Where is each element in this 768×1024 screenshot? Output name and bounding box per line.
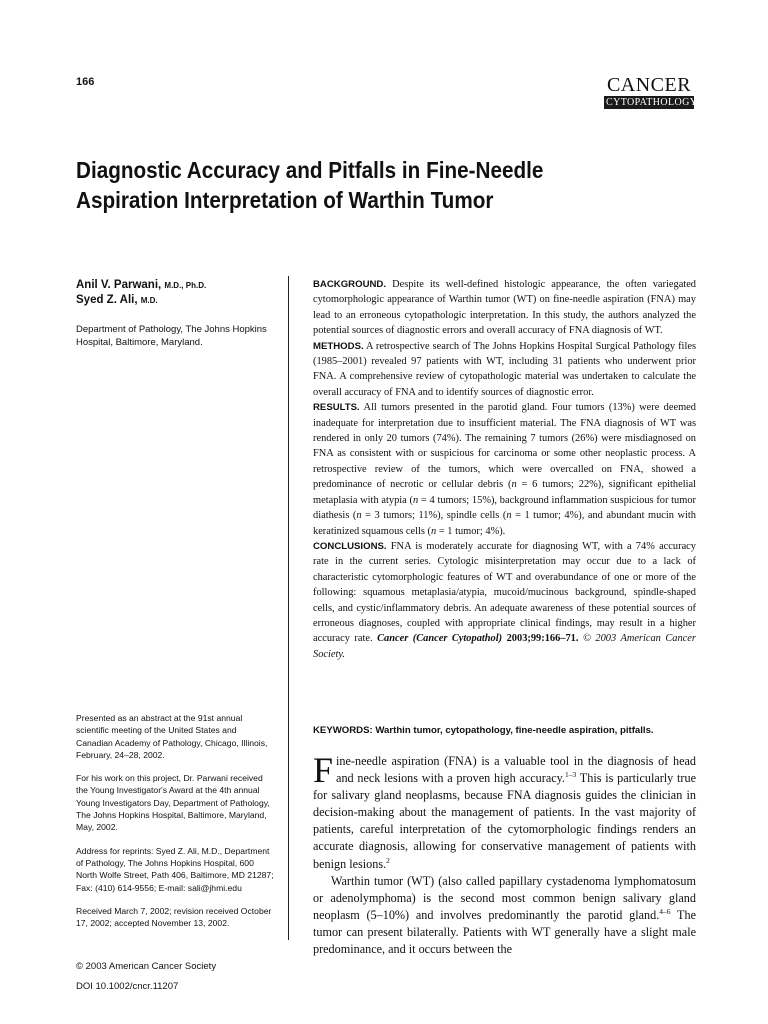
citation-volume: 2003;99:166–71. (506, 633, 579, 645)
body-text-run: This is particularly true for salivary gland neoplasms, because FNA diagnosis guides the clinician in decision-making about the management of patients. In the vast majority of patients, careful interpretation of the cytomorphologic findings renders an accurate diagnosis, allowing for conservative management of patients with benign lesions. (313, 771, 696, 871)
author-name: Anil V. Parwani, (76, 279, 162, 291)
abstract-text: All tumors presented in the parotid gland. Four tumors (13%) were deemed inadequate for interpretation due to insufficient material. The FNA diagnosis of WT was rendered in only 20 tumors (74%). The remaining 7 tumors (26%) were misdiagnosed on FNA as consistent with or suspicious for carcinoma or some other neoplastic process. A retrospective review of the tumors, which were overcalled on FNA, showed a predominance of necrotic or cellular debris ( (313, 402, 696, 491)
drop-cap: F (313, 750, 334, 790)
reference-superscript: 1–3 (564, 770, 577, 780)
footer-copyright: © 2003 American Cancer Society (76, 961, 217, 972)
article-title: Diagnostic Accuracy and Pitfalls in Fine-Needle Aspiration Interpretation of Warthin Tumor (76, 157, 544, 213)
abstract-text: FNA is moderately accurate for diagnosing WT, with a 74% accuracy rate in the current series. Cytologic misinterpretation may occur due to a lack of characteristic cytomorphologic features of WT and overabundance of one or more of the following: squamous metaplasia/atypia, mucoid/mucinous background, spindle-shaped cells, and cystic/inflammatory debris. An adequate awareness of these potential sources of erroneous diagnoses, coupled with appropriate clinical findings, may result in a higher accuracy rate. (313, 540, 696, 645)
footer-doi: DOI 10.1002/cncr.11207 (76, 981, 179, 992)
affiliation: Department of Pathology, The Johns Hopkins Hospital, Baltimore, Maryland. (76, 324, 267, 348)
author (76, 278, 296, 293)
reference-superscript: 2 (386, 855, 390, 865)
journal-logo (604, 74, 698, 109)
author-list (76, 278, 296, 308)
body-text-run: The tumor can present bilaterally. Patients with WT generally have a slight male predominance, and it occurs between the (313, 907, 696, 957)
n-symbol: n (506, 510, 512, 522)
abstract-text: = 1 tumor; 4%), and abundant mucin with keratinized squamous cells ( (313, 510, 696, 537)
n-symbol: n (511, 479, 517, 491)
abstract-text: = 6 tumors; 22%), significant epithelial metaplasia with atypia ( (313, 479, 696, 506)
note-award: For his work on this project, Dr. Parwani received the Young Investigator's Award at the 4th annual Young Investigators Day, Department of Pathology, The Johns Hopkins Hospital, Baltimore, Maryland, May, 2002. (76, 773, 270, 833)
journal-name: CANCER (606, 74, 692, 96)
note-reprints-address: Address for reprints: Syed Z. Ali, M.D., Department of Pathology, The Johns Hopkins Hospital, 600 North Wolfe Street, Path 406, Baltimore, MD 21287; Fax: (410) 614-9556; E-mail: sali@jhmi.edu (76, 845, 274, 893)
abstract-background (313, 277, 696, 339)
column-divider (288, 276, 289, 940)
abstract-text: A retrospective search of The Johns Hopkins Hospital Surgical Pathology files (1985–2001) revealed 97 patients with WT, including 31 patients who underwent prior FNA. A comprehensive review of cytopathologic material was undertaken to calculate the overall accuracy of FNA and to identify sources of diagnostic error. (313, 340, 696, 398)
citation-journal: Cancer (Cancer Cytopathol) (377, 633, 503, 645)
abstract-text: Despite its well-defined histologic appearance, the often variegated cytomorphologic appearance of Warthin tumor (WT) on fine-needle aspiration (FNA) may lead to an erroneous cytopathologic interpretation. In this study, the authors analyzed the potential sources of diagnostic errors and overall accuracy of FNA diagnosis of WT. (313, 279, 696, 337)
body-paragraph (313, 873, 696, 958)
abstract-text: = 3 tumors; 11%), spindle cells ( (361, 510, 507, 522)
abstract-heading: CONCLUSIONS. (313, 540, 387, 552)
body-text-run: Warthin tumor (WT) (also called papillary cystadenoma lymphomatosum or adenolymphoma) is the second most common benign salivary gland neoplasm (5–10%) and involves predominantly the parotid gland. (313, 873, 696, 922)
n-symbol: n (431, 525, 437, 537)
journal-subtitle: CYTOPATHOLOGY (606, 97, 698, 108)
abstract-text: = 4 tumors; 15%), background inflammation suspicious for tumor diathesis ( (313, 494, 696, 522)
abstract-conclusions (313, 539, 696, 662)
abstract-text: = 1 tumor; 4%). (436, 525, 506, 537)
body-paragraph (313, 750, 696, 873)
n-symbol: n (356, 510, 362, 522)
abstract-heading: BACKGROUND. (313, 279, 387, 290)
abstract-heading: RESULTS. (313, 402, 360, 414)
n-symbol: n (412, 494, 419, 506)
article-notes (76, 712, 274, 940)
author-degree: M.D., Ph.D. (164, 281, 207, 290)
reference-superscript: 4–6 (659, 906, 671, 916)
body-text (313, 750, 696, 958)
body-text-run: ine-needle aspiration (FNA) is a valuable tool in the diagnosis of head and neck lesions with a proven high accuracy. (336, 754, 696, 786)
abstract-heading: METHODS. (313, 340, 364, 352)
author-degree: M.D. (140, 296, 158, 305)
abstract-results (313, 400, 696, 539)
note-received-dates: Received March 7, 2002; revision received October 17, 2002; accepted November 13, 2002. (76, 905, 272, 929)
abstract (313, 277, 696, 662)
keywords: KEYWORDS: Warthin tumor, cytopathology, fine-needle aspiration, pitfalls. (313, 725, 654, 736)
note-presented: Presented as an abstract at the 91st annual scientific meeting of the United States and Canadian Academy of Pathology, Chicago, Illinois, February, 24–28, 2002. (76, 713, 268, 760)
abstract-methods (313, 339, 696, 401)
author-name: Syed Z. Ali, (76, 294, 138, 306)
page-number: 166 (76, 76, 95, 88)
author (76, 293, 296, 308)
citation-copyright: © 2003 American Cancer Society. (313, 633, 696, 660)
